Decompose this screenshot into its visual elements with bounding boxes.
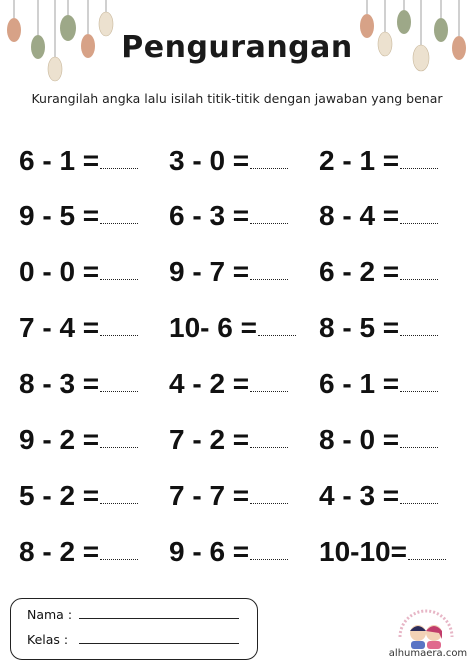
- problem-item: [19, 463, 138, 518]
- problem-expression: 7 - 4 =: [19, 312, 100, 343]
- answer-blank[interactable]: [400, 390, 438, 392]
- name-field: [27, 607, 239, 622]
- problem-item: [319, 295, 438, 350]
- problem-expression: 6 - 1 =: [319, 368, 400, 399]
- problem-expression: 9 - 2 =: [19, 424, 100, 455]
- problem-expression: 9 - 7 =: [169, 256, 250, 287]
- problem-row: [19, 183, 459, 238]
- name-line[interactable]: [79, 618, 239, 619]
- problem-item: [19, 519, 138, 574]
- instruction-text: Kurangilah angka lalu isilah titik-titik dengan jawaban yang benar: [31, 91, 443, 106]
- answer-blank[interactable]: [400, 167, 438, 169]
- problem-item: [169, 463, 288, 518]
- problem-expression: 9 - 5 =: [19, 200, 100, 231]
- problem-expression: 5 - 2 =: [19, 480, 100, 511]
- answer-blank[interactable]: [400, 278, 438, 280]
- answer-blank[interactable]: [250, 222, 288, 224]
- answer-blank[interactable]: [100, 558, 138, 560]
- problem-expression: 8 - 0 =: [319, 424, 400, 455]
- answer-blank[interactable]: [400, 502, 438, 504]
- problem-item: [169, 351, 288, 406]
- problem-expression: 9 - 6 =: [169, 536, 250, 567]
- problem-expression: 8 - 2 =: [19, 536, 100, 567]
- problem-item: [319, 463, 438, 518]
- problem-row: [19, 295, 459, 350]
- answer-blank[interactable]: [258, 334, 296, 336]
- problem-expression: 3 - 0 =: [169, 145, 250, 176]
- problem-expression: 0 - 0 =: [19, 256, 100, 287]
- problem-item: [19, 239, 138, 294]
- problem-grid: [19, 128, 459, 574]
- problem-expression: 4 - 2 =: [169, 368, 250, 399]
- answer-blank[interactable]: [400, 334, 438, 336]
- problem-expression: 6 - 3 =: [169, 200, 250, 231]
- problem-expression: 4 - 3 =: [319, 480, 400, 511]
- problem-item: [319, 183, 438, 238]
- problem-row: [19, 463, 459, 518]
- problem-expression: 8 - 5 =: [319, 312, 400, 343]
- student-info-box: [10, 598, 258, 660]
- problem-item: [169, 183, 288, 238]
- problem-expression: 6 - 2 =: [319, 256, 400, 287]
- alhumaera-logo-icon: [394, 607, 458, 651]
- problem-expression: 6 - 1 =: [19, 145, 100, 176]
- problem-item: [19, 128, 138, 183]
- problem-item: [319, 519, 446, 574]
- problem-item: [19, 295, 138, 350]
- problem-expression: 10-10=: [319, 536, 407, 567]
- problem-item: [19, 407, 138, 462]
- problem-expression: 7 - 2 =: [169, 424, 250, 455]
- answer-blank[interactable]: [250, 446, 288, 448]
- answer-blank[interactable]: [100, 278, 138, 280]
- answer-blank[interactable]: [100, 446, 138, 448]
- problem-expression: 8 - 3 =: [19, 368, 100, 399]
- answer-blank[interactable]: [100, 167, 138, 169]
- answer-blank[interactable]: [400, 222, 438, 224]
- answer-blank[interactable]: [100, 334, 138, 336]
- problem-row: [19, 407, 459, 462]
- answer-blank[interactable]: [250, 167, 288, 169]
- problem-row: [19, 128, 459, 183]
- page-title: Pengurangan: [121, 30, 353, 65]
- problem-row: [19, 519, 459, 574]
- answer-blank[interactable]: [100, 502, 138, 504]
- problem-item: [319, 128, 438, 183]
- problem-item: [319, 351, 438, 406]
- answer-blank[interactable]: [100, 390, 138, 392]
- class-line[interactable]: [79, 643, 239, 644]
- problem-item: [19, 351, 138, 406]
- problem-expression: 7 - 7 =: [169, 480, 250, 511]
- problem-expression: 2 - 1 =: [319, 145, 400, 176]
- problem-item: [319, 239, 438, 294]
- problem-item: [169, 128, 288, 183]
- answer-blank[interactable]: [250, 558, 288, 560]
- problem-row: [19, 239, 459, 294]
- class-field: [27, 632, 239, 647]
- problem-item: [169, 519, 288, 574]
- answer-blank[interactable]: [250, 278, 288, 280]
- logo-text: alhumaera.com: [388, 648, 468, 659]
- answer-blank[interactable]: [408, 558, 446, 560]
- answer-blank[interactable]: [250, 390, 288, 392]
- problem-expression: 10- 6 =: [169, 312, 257, 343]
- class-label: Kelas :: [27, 632, 69, 647]
- answer-blank[interactable]: [100, 222, 138, 224]
- problem-item: [169, 239, 288, 294]
- problem-row: [19, 351, 459, 406]
- problem-expression: 8 - 4 =: [319, 200, 400, 231]
- name-label: Nama :: [27, 607, 73, 622]
- problem-item: [169, 407, 288, 462]
- answer-blank[interactable]: [250, 502, 288, 504]
- problem-item: [19, 183, 138, 238]
- problem-item: [169, 295, 296, 350]
- answer-blank[interactable]: [400, 446, 438, 448]
- problem-item: [319, 407, 438, 462]
